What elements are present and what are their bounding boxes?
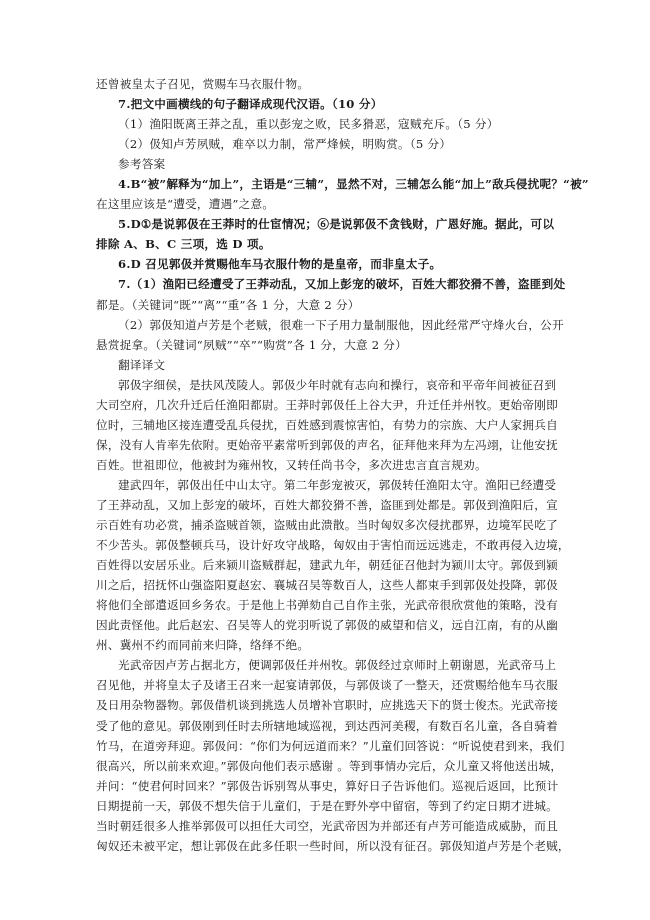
text-line: 将他们全部遣返回乡务农。于是他上书弹劾自己自作主张，光武帝很欣赏他的策略，没有 — [96, 598, 558, 613]
text-line: 州、冀州不约而同前来归降，络绎不绝。 — [96, 638, 310, 653]
text-line: 召见他，并将皇太子及诸王召来一起宴请郭伋，与郭伋谈了一整天，还赏赐给他车马衣服 — [96, 678, 558, 693]
text-line: 排除 A、B、C 三项，选 D 项。 — [96, 237, 271, 252]
text-line: 7.（1）渔阳已经遭受了王莽动乱，又加上彭宠的破坏，百姓大都狡猾不善，盗匪到处 — [118, 277, 566, 292]
text-line: 6.D 召见郭伋并赏赐他车马衣服什物的是皇帝，而非皇太子。 — [118, 257, 442, 272]
text-line: 很高兴，所以前来欢迎。”郭伋向他们表示感谢 。等到事情办完后，众儿童又将他送出城， — [96, 758, 563, 773]
text-line: 悬赏捉拿。（关键词“夙贼”“卒”“购赏”各 1 分，大意 2 分） — [96, 337, 407, 352]
text-line: （2）郭伋知道卢芳是个老贼，很难一下子用力量制服他，因此经常严守烽火台，公开 — [118, 317, 564, 332]
text-line: 5.D①是说郭伋在王莽时的仕宦情况；⑥是说郭伋不贪钱财，广恩好施。据此，可以 — [118, 217, 555, 232]
text-line: 建武四年，郭伋出任中山太守。第二年彭宠被灭，郭伋转任渔阳太守。渔阳已经遭受 — [118, 477, 557, 492]
text-line: 郭伋字细侯，是扶风茂陵人。郭伋少年时就有志向和操行，哀帝和平帝年间被征召到 — [118, 377, 557, 392]
text-line: （2）伋知卢芳夙贼，难卒以力制，常严烽候，明购赏。（5 分） — [118, 137, 452, 152]
text-line: 了王莽动乱，又加上彭宠的破坏，百姓大都狡猾不善，盗匪到处都是。郭伋到渔阳后，宣 — [96, 497, 558, 512]
text-line: 不少苦头。郭伋整顿兵马，设计好攻守战略，匈奴由于害怕而远远逃走，不敢再侵入边境， — [96, 538, 570, 553]
text-line: 大司空府，几次升迁后任渔阳都尉。王莽时郭伋任上谷大尹，升迁任并州牧。更始帝刚即 — [96, 397, 558, 412]
text-line: 光武帝因卢芳占据北方，便调郭伋任并州牧。郭伋经过京师时上朝谢恩，光武帝马上 — [118, 658, 557, 673]
text-line: 保，没有人肯率先依附。更始帝平素常听到郭伋的声名，征拜他来拜为左冯翊，让他安抚 — [96, 437, 558, 452]
text-line: 参考答案 — [118, 157, 166, 172]
text-line: 受了他的意见。郭伋刚到任时去所辖地域巡视，到达西河美稷，有数百名儿童，各自骑着 — [96, 718, 558, 733]
text-line: 百姓。世祖即位，他被封为雍州牧，又转任尚书令，多次进忠言直言规劝。 — [96, 457, 487, 472]
text-line: 匈奴还未被平定，想让郭伋在此多任职一些时间，所以没有征召。郭伋知道卢芳是个老贼， — [96, 838, 570, 853]
text-line: 并问：“使君何时回来？”郭伋告诉别驾从事史，算好日子告诉他们。巡视后返回，比预计 — [96, 778, 559, 793]
text-line: 位时，三辅地区接连遭受乱兵侵扰，百姓感到震惊害怕，有势力的宗族、大户人家拥兵自 — [96, 417, 558, 432]
text-line: 川之后，招抚怀山强盗阳夏赵宏、襄城召吴等数百人，这些人都束手到郭伋处投降，郭伋 — [96, 578, 558, 593]
text-line: 7.把文中画横线的句子翻译成现代汉语。（10 分） — [118, 97, 383, 112]
text-line: 还曾被皇太子召见，赏赐车马衣服什物。 — [96, 77, 310, 91]
text-line: 翻译译文 — [118, 357, 166, 372]
text-line: 及日用杂物器物。郭伋借机谈到挑选人员增补官职时，应挑选天下的贤士俊杰。光武帝接 — [96, 698, 558, 713]
text-line: 4.B“被”解释为“加上”，主语是“三辅”，显然不对，三辅怎么能“加上”敌兵侵扰呢？“被” — [118, 177, 589, 192]
text-line: 示百姓有功必赏，捕杀盗贼首领，盗贼由此溃散。当时匈奴多次侵扰郡界，边境军民吃了 — [96, 518, 558, 533]
text-line: 在这里应该是“遭受，遭遇”之意。 — [96, 197, 275, 212]
text-line: 百姓得以安居乐业。后来颍川盗贼群起，建武九年，朝廷征召他封为颍川太守。郭伋到颍 — [96, 558, 558, 573]
text-line: 日期提前一天，郭伋不想失信于儿童们，于是在野外亭中留宿，等到了约定日期才进城。 — [96, 798, 558, 813]
text-line: 都是。（关键词“既”“离”“重”各 1 分，大意 2 分） — [96, 297, 360, 312]
text-line: 当时朝廷很多人推举郭伋可以担任大司空，光武帝因为并部还有卢芳可能造成威胁，而且 — [96, 818, 558, 833]
text-line: 竹马，在道旁拜迎。郭伋问：“你们为何远道而来？”儿童们回答说：“听说使君到来，我们 — [96, 738, 565, 753]
text-line: 因此责怪他。此后赵宏、召吴等人的党羽听说了郭伋的威望和信义，远自江南，有的从幽 — [96, 618, 558, 633]
text-line: （1）渔阳既离王莽之乱，重以彭宠之败，民多猾恶，寇贼充斥。（5 分） — [118, 117, 499, 132]
